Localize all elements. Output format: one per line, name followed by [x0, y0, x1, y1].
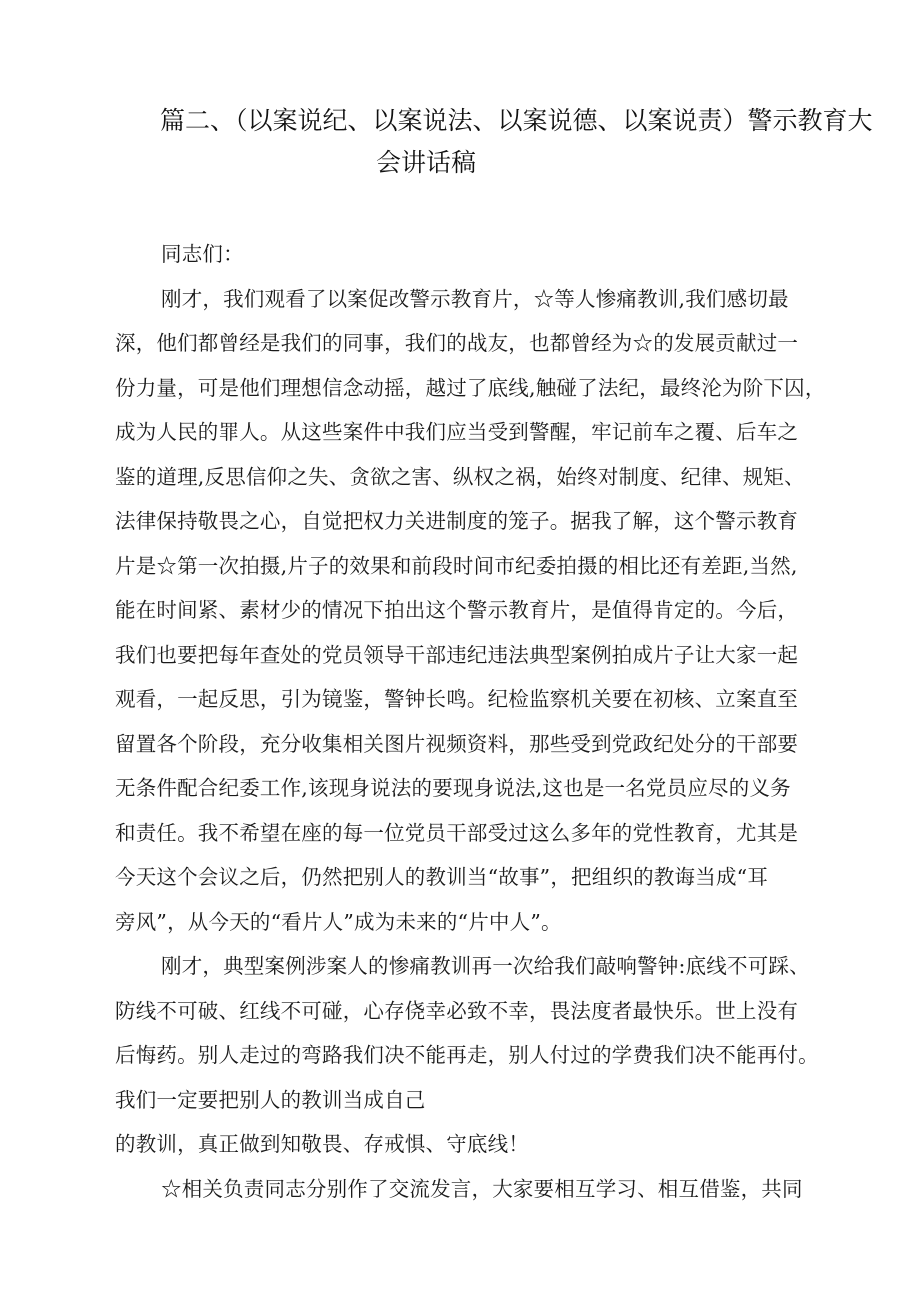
paragraph-1-line: 我们也要把每年查处的党员领导干部违纪违法典型案例拍成片子让大家一起	[115, 642, 799, 667]
paragraph-1-line: 刚才，我们观看了以案促改警示教育片，☆等人惨痛教训,我们感切最	[161, 286, 789, 311]
document-body	[115, 232, 830, 1211]
paragraph-1-line: 法律保持敬畏之心，自觉把权力关进制度的笼子。据我了解，这个警示教育	[115, 509, 799, 533]
paragraph-1-line: 深，他们都曾经是我们的同事，我们的战友，也都曾经为☆的发展贡献过一	[115, 331, 799, 355]
paragraph-1-line: 旁风”，从今天的“看片人”成为未来的“片中人”。	[115, 909, 562, 934]
paragraph-1-line: 片是☆第一次拍摄,片子的效果和前段时间市纪委拍摄的相比还有差距,当然,	[115, 553, 798, 578]
paragraph-1-line: 和责任。我不希望在座的每一位党员干部受过这么多年的党性教育，尤其是	[115, 820, 799, 845]
paragraph-1-line: 今天这个会议之后，仍然把别人的教训当“故事”，把组织的教诲当成“耳	[115, 865, 769, 889]
paragraph-1-line: 观看，一起反思，引为镜鉴，警钟长鸣。纪检监察机关要在初核、立案直至	[115, 687, 799, 711]
paragraph-2-line: 防线不可破、红线不可碰，心存侥幸必致不幸，畏法度者最快乐。世上没有	[115, 998, 799, 1023]
paragraph-3-line: ☆相关负责同志分别作了交流发言，大家要相互学习、相互借鉴，共同	[161, 1176, 803, 1201]
paragraph-2-line: 我们一定要把别人的教训当成自己	[115, 1087, 426, 1112]
document-title	[160, 100, 873, 184]
salutation: 同志们：	[161, 242, 244, 266]
paragraph-1-line: 成为人民的罪人。从这些案件中我们应当受到警醒，牢记前车之覆、后车之	[115, 420, 799, 444]
paragraph-1-line: 无条件配合纪委工作,该现身说法的要现身说法,这也是一名党员应尽的义务	[115, 776, 791, 800]
paragraph-2-line: 后悔药。别人走过的弯路我们决不能再走，别人付过的学费我们决不能再付。	[115, 1043, 819, 1067]
paragraph-1-line: 份力量，可是他们理想信念动摇，越过了底线,触碰了法纪，最终沦为阶下囚，	[115, 375, 826, 400]
paragraph-2-line: 刚才，典型案例涉案人的惨痛教训再一次给我们敲响警钟:底线不可踩、	[161, 954, 810, 978]
title-line-1: 篇二、（以案说纪、以案说法、以案说德、以案说责）警示教育大	[160, 106, 873, 135]
paragraph-1-line: 鉴的道理,反思信仰之失、贪欲之害、纵权之祸，始终对制度、纪律、规矩、	[115, 464, 805, 489]
title-line-2: 会讲话稿	[376, 148, 477, 177]
paragraph-1-line: 留置各个阶段，充分收集相关图片视频资料，那些受到党政纪处分的干部要	[115, 731, 799, 756]
paragraph-1-line: 能在时间紧、素材少的情况下拍出这个警示教育片，是值得肯定的。今后，	[115, 598, 799, 622]
paragraph-2-line: 的教训，真正做到知敬畏、存戒惧、守底线！	[115, 1132, 529, 1156]
